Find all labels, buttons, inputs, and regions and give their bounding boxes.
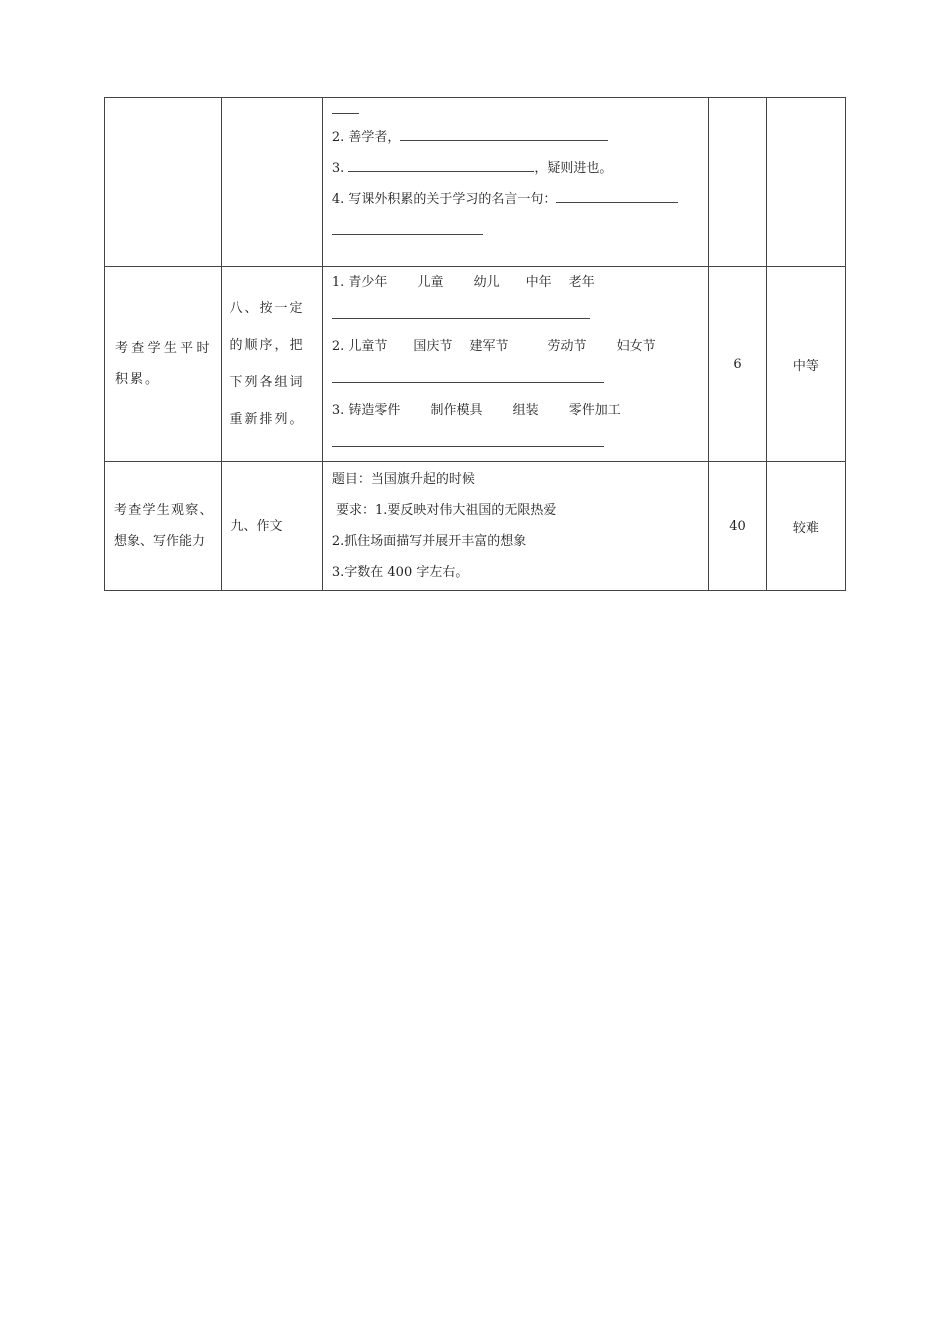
purpose-cell — [105, 98, 222, 267]
content-line: 题目：当国旗升起的时候 — [331, 472, 475, 487]
continuation-blank — [332, 104, 700, 122]
question-cell — [222, 98, 322, 267]
content-line: 2.抓住场面描写并展开丰富的想象 — [331, 534, 527, 549]
answer-blank-row — [332, 299, 700, 331]
line-text: ，疑则进也。 — [534, 161, 613, 176]
content-line — [332, 122, 700, 153]
fill-blank — [332, 223, 483, 235]
level-cell — [766, 98, 845, 267]
content-cell — [322, 462, 709, 591]
level-cell: 较难 — [766, 462, 845, 591]
content-line: 2. 儿童节 国庆节 建军节 劳动节 妇女节 — [331, 339, 656, 354]
line-text: 3. — [331, 161, 345, 176]
answer-blank-row — [332, 215, 700, 247]
level-cell: 中等 — [766, 267, 845, 462]
exam-specification-table — [104, 97, 846, 591]
question-cell: 八、按一定的顺序，把下列各组词重新排列。 — [222, 267, 322, 462]
answer-blank-row — [332, 427, 700, 459]
content-line: 1. 青少年 儿童 幼儿 中年 老年 — [331, 275, 595, 290]
line-text: 2. 善学者， — [331, 130, 401, 145]
purpose-cell: 考查学生观察、想象、写作能力 — [105, 462, 222, 591]
content-line: 3. 铸造零件 制作模具 组装 零件加工 — [331, 403, 621, 418]
fill-blank — [348, 160, 534, 172]
content-cell — [322, 267, 709, 462]
fill-blank — [332, 307, 590, 319]
table-row — [105, 462, 846, 591]
score-cell: 6 — [709, 267, 766, 462]
purpose-cell: 考查学生平时积累。 — [105, 267, 222, 462]
score-cell — [709, 98, 766, 267]
content-cell — [322, 98, 709, 267]
fill-blank — [400, 129, 608, 141]
answer-blank-row — [332, 363, 700, 395]
table-row — [105, 98, 846, 267]
fill-blank — [332, 435, 604, 447]
fill-blank — [332, 371, 604, 383]
content-line: 要求：1.要反映对伟大祖国的无限热爱 — [331, 503, 557, 518]
table-row — [105, 267, 846, 462]
score-cell: 40 — [709, 462, 766, 591]
question-cell: 九、作文 — [222, 462, 322, 591]
line-text: 4. 写课外积累的关于学习的名言一句： — [331, 192, 557, 207]
fill-blank — [556, 191, 678, 203]
content-line — [332, 184, 700, 215]
content-line: 3.字数在 400 字左右。 — [331, 565, 469, 580]
content-line — [332, 153, 700, 184]
